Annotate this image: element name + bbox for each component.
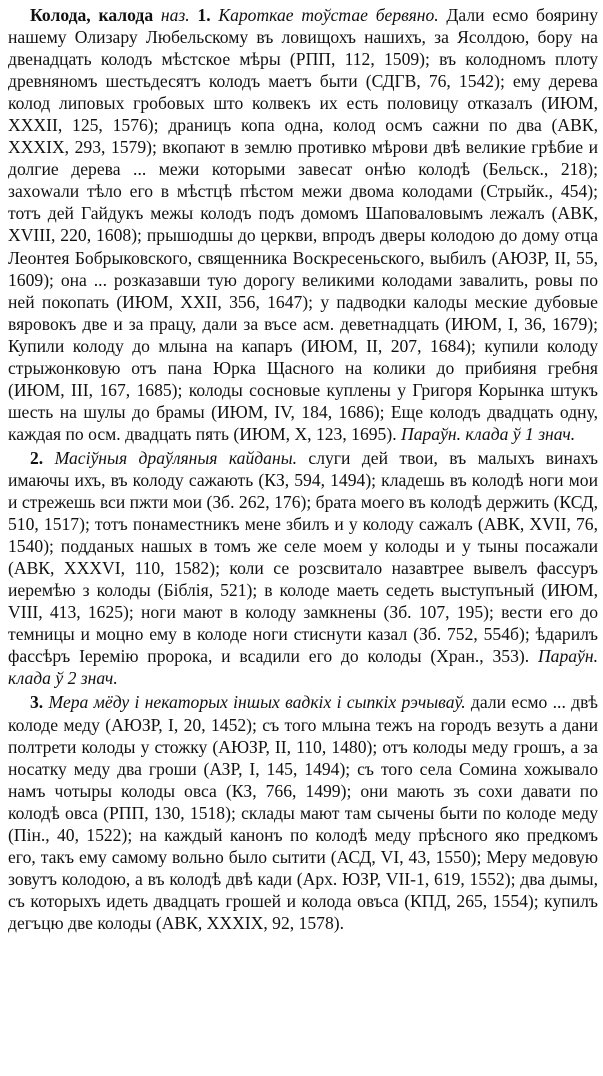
sense-number-1: 1. <box>197 5 211 25</box>
sense-paradigm-1: Параўн. клада ў 1 знач. <box>401 423 576 444</box>
sense-number-3: 3. <box>30 692 44 713</box>
sense-gloss-1: Кароткае тоўстае бервяно. <box>218 5 439 25</box>
entry-sense-3 <box>8 691 598 934</box>
sense-paradigm-2: Параўн. клада ў 2 знач. <box>8 646 598 689</box>
sense-citations-1: Дали есмо боярину нашему Олизару Любельскому въ ловищохъ нашихъ, за Ясолдою, бору на двенадцать колодъ мѣстское мѣры (РПП, 112, 1509); въ колодномъ плоту древняномъ шестьдесятъ колодъ маетъ быти (СДГВ, 76, 1542); ему дерева колод липовых гробовых што колвекъ их есть половицу отказалъ (ИЮМ, XXXII, 125, 1576); драницъ копа одна, колод осмъ сажни по два (АВК, XXXIX, 293, 1579); вкопают в землю противко мѣрови двѣ великие грѣбие и долгие дерева ... межи которыми завесат онѣю колодѣ (Бельск., 218); захowали тѣло его в мѣстцѣ пѣстом межи двома колодами (Стрыйк., 454); тотъ дей Гайдукъ межы колодъ подъ домомъ Шаповаловымъ лежалъ (АВК, XVIII, 220, 1608); прышодшы до церкви, впродъ дверы колодою до дому отца Леонтея Бобрыковского, священника Воскресеньского, выбилъ (АЮЗР, II, 55, 1609); она ... розказавши тую дорогу великими колодами завалить, ровы по ней покопать (ИЮМ, XXII, 356, 1647); у падводки калоды меские дубовые вяровокъ две и за працу, дали за въсе асм. деветнадцать (ИЮМ, I, 36, 1679); Купили колоду до млына на капаръ (ИЮМ, II, 207, 1684); купили колоду стрыжонковую отъ пана Юрка Щасного на колики до прибияня гребня (ИЮМ, III, 167, 1685); колоды сосновые куплены у Григоря Корынка штукъ шесть на шулы до брамы (ИЮМ, IV, 184, 1686); Еще колодъ двадцать одну, каждая по осм. двадцать пять (ИЮМ, X, 123, 1695). <box>8 5 598 444</box>
headword: Колода, калода <box>30 5 154 25</box>
sense-citations-2: слуги дей твои, въ малыхъ винахъ имаючы ихъ, въ колоду сажають (КЗ, 594, 1494); кладешь въ колодѣ ноги мои и стрежешь вси пжти мои (Зб. 262, 176); брата моего въ колодѣ держить (КСД, 510, 1517); тотъ понаместникъ мене збилъ и у колоду сажалъ (АВК, XVII, 76, 1540); подданых нашых в томъ же селе моем у колоды и у тыны посажали (АВК, XXXVI, 110, 1582); коли се розсвитало назавтрее вывелъ фассуръ иеремѣю з колоды (Біблія, 521); в колоде маеть седеть выступъный (ИЮМ, VIII, 413, 1625); ноги мают в колоду замкнены (Зб. 107, 195); вести его до темницы и моцно ему в колоде ноги стиснути казал (Зб. 752, 554б); ѣдарилъ фассѣръ Іеремію пророка, и всадили его до колоды (Хран., 353). <box>8 447 598 667</box>
sense-citations-3: дали есмо ... двѣ колоде меду (АЮЗР, I, 20, 1452); съ того млына тежъ на городъ везуть а дани полтрети колоды у стожку (АЮЗР, II, 110, 1480); отъ колоды меду грошъ, а за носатку меду два гроши (АЗР, I, 145, 1494); съ того села Сомина хожывало намъ чотыры колоды овса (КЗ, 766, 1499); они мають зъ сохи давати по колодѣ овса (РПП, 130, 1518); склады мают там сычены быти по колоде меду (Пін., 40, 1522); на каждый канонъ по колодѣ меду прѣсного яко предкомъ его, такъ ему самому вольно было сытити (АСД, VI, 43, 1550); Меру медовую зовутъ колодою, а въ колодѣ двѣ кади (Арх. ЮЗР, VII-1, 619, 1552); два дымы, съ которыхъ идеть двадцать грошей и колода овъса (КПД, 265, 1554); купилъ дегъцю две колоды (АВК, XXXIX, 92, 1578). <box>8 692 598 933</box>
entry-sense-1 <box>8 4 598 445</box>
sense-number-2: 2. <box>30 447 44 468</box>
sense-gloss-3: Мера мёду і некаторых іншых вадкіх і сыпкіх рэчываў. <box>48 692 466 713</box>
entry-sense-2 <box>8 447 598 690</box>
sense-gloss-2: Масіўныя драўляныя кайданы. <box>54 447 298 468</box>
part-of-speech: наз. <box>160 5 190 25</box>
